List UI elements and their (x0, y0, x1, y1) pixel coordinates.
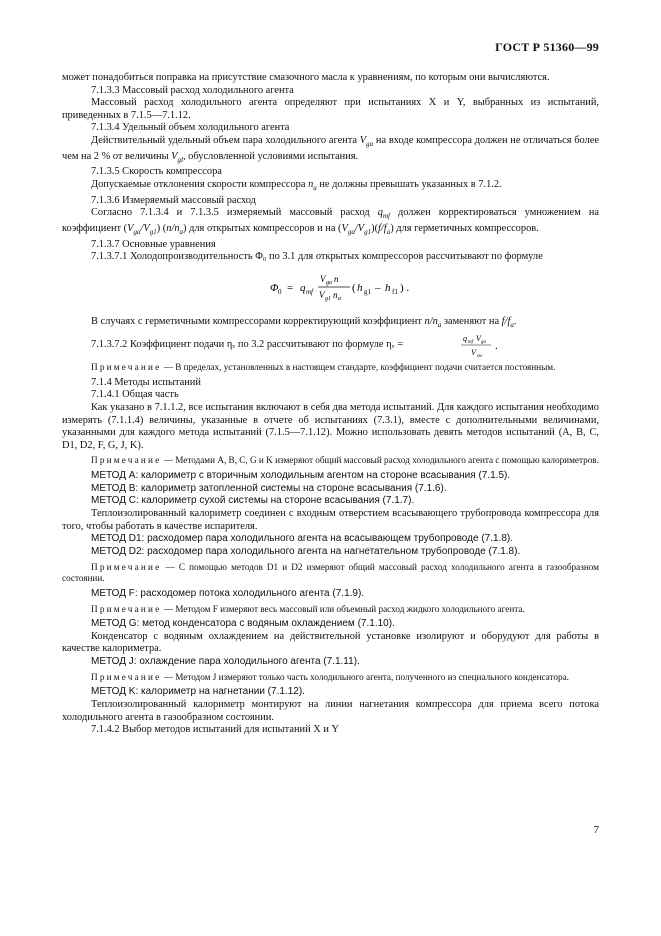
method-b: МЕТОД B: калориметр затопленной системы на стороне всасывания (7.1.6). (91, 482, 447, 494)
formula-refrigerating-capacity (62, 270, 599, 306)
note-label: Примечание (91, 603, 162, 614)
method-f: МЕТОД F: расходомер потока холодильного агента (7.1.9). (91, 587, 365, 599)
symbol-qmf: $q_{mf}$ (377, 207, 390, 221)
section-heading: 7.1.4 Методы испытаний (91, 376, 201, 388)
text-fragment: )( (371, 222, 379, 234)
text-fragment: Действительный удельный объем пара холодильного агента (91, 134, 360, 146)
text-fragment: Допускаемые отклонения скорости компрессора (91, 178, 309, 190)
note (62, 455, 599, 466)
svg-text:g1: g1 (364, 287, 371, 296)
document-body (62, 72, 599, 737)
note (62, 604, 599, 615)
note-text: — Методом J измеряют только часть холодильного агента, полученного из специального конденсатора. (161, 671, 569, 682)
svg-text:) .: ) . (400, 281, 410, 294)
svg-text:ga: ga (481, 340, 486, 346)
svg-text:sw: sw (477, 354, 483, 360)
paragraph-mass-flow (62, 207, 599, 238)
paragraph: 7.1.3.7.1 Холодопроизводительность Φ₀ по 3.1 для открытых компрессоров рассчитывают по формуле (91, 251, 543, 263)
method-a: МЕТОД A: калориметр с вторичным холодильным агентом на стороне всасывания (7.1.5). (91, 469, 511, 481)
symbol-f-fa: $f/f_a$ (501, 315, 514, 329)
paragraph: Теплоизолированный калориметр соединен с входным отверстием всасывающего трубопровода компрессора для того, чтобы работать в качестве испарителя. (62, 508, 599, 532)
symbol-n-ratio: $n/n_a$ (166, 222, 184, 236)
method-j: МЕТОД J: охлаждение пара холодильного агента (7.1.11). (91, 655, 360, 667)
note-label: Примечание (91, 455, 162, 466)
note-text: — Методом F измеряют весь массовый или объемный расход жидкого холодильного агента. (161, 603, 525, 614)
svg-text:h: h (385, 281, 391, 294)
symbol-n-na: $n/n_a$ (424, 315, 442, 329)
section-heading: 7.1.3.7 Основные уравнения (91, 238, 216, 250)
section-heading: 7.1.4.1 Общая часть (91, 389, 179, 401)
svg-text:V: V (476, 334, 481, 344)
svg-text:V: V (319, 289, 325, 300)
svg-text:h: h (357, 281, 363, 294)
svg-text:f1: f1 (392, 287, 398, 296)
section-heading: 7.1.3.3 Массовый расход холодильного агента (91, 84, 294, 96)
svg-text:q: q (463, 334, 467, 344)
svg-text:.: . (495, 340, 498, 353)
svg-text:mf: mf (306, 287, 313, 296)
paragraph: Конденсатор с водяным охлаждением на действительной установке изолируют и оборудуют для работы в качестве калориметра. (62, 630, 599, 655)
formula-volumetric-efficiency (62, 331, 599, 359)
formula-graphic (270, 270, 470, 306)
svg-text:n: n (333, 289, 338, 300)
method-c: МЕТОД C: калориметр сухой системы на стороне всасывания (7.1.7). (91, 495, 415, 507)
text-fragment: ) для герметичных компрессоров. (390, 222, 539, 234)
formula-text: 7.1.3.7.2 Коэффициент подачи ηᵥ по 3.2 рассчитывают по формуле ηᵥ = (91, 339, 404, 351)
note-label: Примечание (91, 561, 162, 572)
symbol-na: $n_a$ (308, 178, 317, 192)
svg-text:–: – (375, 281, 381, 294)
note-text: — Методами A, B, C, G и K измеряют общий массовый расход холодильного агента с помощью калориметров. (161, 455, 599, 466)
paragraph-hermetic: В случаях с герметичными компрессорами корректирующий коэффициент $n/n_a$ заменяют на $f/f_a$. (91, 315, 517, 329)
paragraph: Массовый расход холодильного агента определяют при испытаниях X и Y, выбранных из испытаний, приведенных в 7.1.5—7.1.12. (62, 97, 599, 121)
text-fragment: В случаях с герметичными компрессорами корректирующий коэффициент (91, 315, 425, 327)
note-label: Примечание (91, 671, 162, 682)
paragraph: Как указано в 7.1.1.2, все испытания включают в себя два метода испытаний. Для каждого испытания необходимо измерять (7.1.1.4) величины, указанные в отчете об испытаниях (7.3.1), вместе с дополнительными величинами, указанными для каждого метода испытаний (7.1.5—7.1.12). Можно использовать девять методов испытаний (A, B, C, D1, D2, F, G, J, K). (62, 401, 599, 451)
symbol-vgl: $V_{gl}$ (171, 150, 183, 164)
section-heading: 7.1.4.2 Выбор методов испытаний для испытаний X и Y (91, 724, 339, 736)
note-label: Примечание (91, 362, 162, 373)
formula-fraction (459, 331, 519, 359)
svg-text:a: a (338, 295, 341, 302)
document-header: ГОСТ Р 51360—99 (495, 40, 599, 54)
svg-text:V: V (471, 348, 476, 358)
text-fragment: на входе компрессора должен не отличаться более чем на 2 % от величины (62, 134, 600, 162)
text-fragment: Согласно 7.1.3.4 и 7.1.3.5 измеряемый массовый расход (91, 207, 378, 219)
svg-text:(: ( (352, 281, 356, 294)
symbol-v-ratio: $V_{ga}/V_{g1}$ (127, 222, 157, 236)
svg-text:mf: mf (468, 340, 473, 346)
svg-text:0: 0 (278, 287, 282, 296)
paragraph-speed (62, 179, 599, 195)
symbol-v-ratio-2: $V_{ga}/V_{g1}$ (341, 222, 372, 236)
text-fragment: , обусловленной условиями испытания. (182, 150, 359, 162)
note (62, 562, 599, 585)
svg-text:V: V (320, 273, 326, 284)
svg-text:Φ: Φ (270, 281, 279, 294)
svg-text:g1: g1 (325, 295, 331, 302)
note-text: — В пределах, установленных в настоящем стандарте, коэффициент подачи считается постоянным. (161, 362, 556, 373)
text-fragment: ) ( (156, 222, 167, 234)
page-number: 7 (593, 824, 599, 836)
text-fragment: заменяют на (441, 315, 502, 327)
section-heading: 7.1.3.4 Удельный объем холодильного агента (91, 122, 290, 134)
svg-text:n: n (334, 273, 339, 284)
svg-text:ga: ga (326, 279, 332, 286)
note-text: — С помощью методов D1 и D2 измеряют общий массовый расход холодильного агента в газообразном состоянии. (62, 561, 599, 584)
method-d1: МЕТОД D1: расходомер пара холодильного агента на всасывающем трубопроводе (7.1.8). (91, 533, 513, 545)
note (62, 362, 599, 373)
section-heading: 7.1.3.6 Измеряемый массовый расход (91, 194, 256, 206)
method-k: МЕТОД K: калориметр на нагнетании (7.1.12). (91, 686, 305, 698)
text-fragment: не должны превышать указанных в 7.1.2. (316, 178, 502, 190)
text-fragment: должен корректироваться умножением на коэффициент ( (62, 207, 599, 234)
symbol-f-ratio: $f/f_a$ (378, 222, 391, 236)
method-g: МЕТОД G: метод конденсатора с водяным охлаждением (7.1.10). (91, 617, 395, 629)
text-fragment: ) для открытых компрессоров и на ( (183, 222, 342, 234)
svg-text:=: = (287, 281, 294, 294)
svg-text:q: q (300, 281, 306, 294)
section-heading: 7.1.3.5 Скорость компрессора (91, 166, 222, 178)
paragraph: Теплоизолированный калориметр монтируют на линии нагнетания компрессора для приема всего потока холодильного агента в газообразном состоянии. (62, 698, 599, 723)
note (62, 672, 599, 683)
paragraph: может понадобиться поправка на присутствие смазочного масла к уравнениям, по которым они вычисляются. (62, 72, 550, 83)
method-d2: МЕТОД D2: расходомер пара холодильного агента на нагнетательном трубопроводе (7.1.8). (91, 546, 521, 558)
paragraph-specific-volume (62, 135, 599, 166)
symbol-vga: $V_{ga}$ (359, 134, 374, 149)
